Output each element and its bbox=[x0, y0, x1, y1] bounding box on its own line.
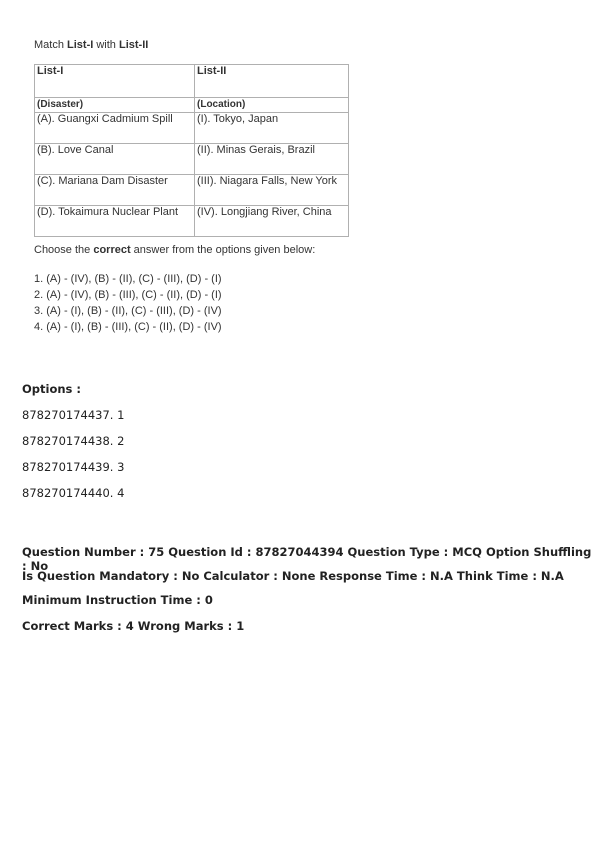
table-row bbox=[35, 144, 349, 175]
table-row bbox=[35, 113, 349, 144]
list-item: 1. (A) - (IV), (B) - (II), (C) - (III), (D) - (I) bbox=[34, 273, 222, 285]
table-subheader-row bbox=[35, 98, 349, 113]
cell-ii: (II). Minas Gerais, Brazil bbox=[195, 144, 349, 175]
choose-suffix: answer from the options given below: bbox=[130, 244, 316, 256]
option-item-3: 878270174439. 3 bbox=[22, 460, 125, 474]
question-intro bbox=[34, 38, 364, 52]
header-list2: List-II bbox=[195, 65, 349, 98]
choose-prefix: Choose the bbox=[34, 244, 94, 256]
intro-prefix: Match bbox=[34, 39, 68, 51]
cell-iv: (IV). Longjiang River, China bbox=[195, 206, 349, 237]
table-row bbox=[35, 206, 349, 237]
intro-list2: List-II bbox=[118, 39, 149, 51]
cell-iii: (III). Niagara Falls, New York bbox=[195, 175, 349, 206]
cell-d: (D). Tokaimura Nuclear Plant bbox=[35, 206, 195, 237]
list-item: 2. (A) - (IV), (B) - (III), (C) - (II), (D) - (I) bbox=[34, 289, 222, 301]
table-header-row bbox=[35, 65, 349, 98]
subheader-disaster: (Disaster) bbox=[35, 98, 195, 113]
cell-c: (C). Mariana Dam Disaster bbox=[35, 175, 195, 206]
option-item-4: 878270174440. 4 bbox=[22, 486, 125, 500]
question-meta-line4: Correct Marks : 4 Wrong Marks : 1 bbox=[22, 619, 245, 633]
intro-list1: List-I bbox=[67, 39, 94, 51]
list-item: 3. (A) - (I), (B) - (II), (C) - (III), (D) - (IV) bbox=[34, 305, 222, 317]
choose-instruction bbox=[34, 243, 364, 257]
list-item: 4. (A) - (I), (B) - (III), (C) - (II), (D) - (IV) bbox=[34, 321, 222, 333]
question-block bbox=[34, 38, 364, 335]
cell-i: (I). Tokyo, Japan bbox=[195, 113, 349, 144]
choose-bold: correct bbox=[93, 244, 131, 256]
match-table bbox=[34, 64, 349, 237]
option-item-1: 878270174437. 1 bbox=[22, 408, 125, 422]
intro-mid: with bbox=[93, 39, 119, 51]
table-row bbox=[35, 175, 349, 206]
answer-list bbox=[34, 271, 364, 335]
question-meta-line2: Is Question Mandatory : No Calculator : None Response Time : N.A Think Time : N.A bbox=[22, 569, 564, 583]
question-meta-line1: Question Number : 75 Question Id : 87827044394 Question Type : MCQ Option Shuffling : No bbox=[22, 545, 592, 573]
option-item-2: 878270174438. 2 bbox=[22, 434, 125, 448]
question-meta-line3: Minimum Instruction Time : 0 bbox=[22, 593, 213, 607]
cell-a: (A). Guangxi Cadmium Spill bbox=[35, 113, 195, 144]
subheader-location: (Location) bbox=[195, 98, 349, 113]
options-label: Options : bbox=[22, 382, 81, 396]
header-list1: List-I bbox=[35, 65, 195, 98]
cell-b: (B). Love Canal bbox=[35, 144, 195, 175]
